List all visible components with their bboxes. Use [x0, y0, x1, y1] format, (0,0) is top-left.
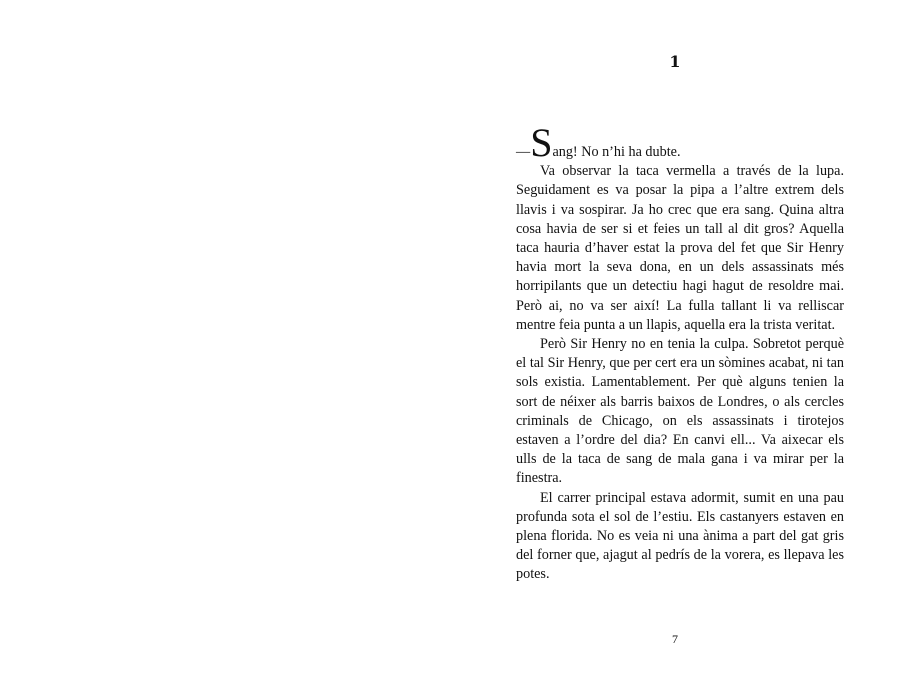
paragraph: Va observar la taca vermella a través de la lupa. Seguidament es va posar la pipa a l’altre extrem dels llavis i va sospirar. Ja ho crec que era sang. Quina altra cosa havia de ser si et feies un tall al dit gros? Aquella taca hauria d’haver estat la prova del fet que Sir Henry havia mort la seva dona, en un dels assassinats més horripilants que un detectiu hagi hagut de resoldre mai. Però ai, no va ser així! La fulla tallant li va relliscar mentre feia punta a un llapis, aquella era la trista veritat. [516, 163, 844, 333]
page-number: 7 [672, 632, 678, 646]
body-text [516, 120, 844, 585]
opening-line [516, 120, 844, 165]
paragraph: El carrer principal estava adormit, sumit en una pau profunda sota el sol de l’estiu. Els castanyers estaven en plena florida. No es veia ni una ànima a part del gat gris del forner que, ajagut al pedrís de la vorera, es llepava les potes. [516, 489, 844, 583]
right-page [450, 0, 900, 680]
opening-dash: — [516, 144, 531, 160]
drop-cap: S [530, 120, 553, 165]
chapter-number: 1 [669, 52, 681, 71]
paragraph: Però Sir Henry no en tenia la culpa. Sobretot perquè el tal Sir Henry, que per cert era un sòmines acabat, ni tan sols existia. Lamentablement. Per què alguns tenien la sort de néixer als barris baixos de Londres, o als cercles criminals de Chicago, on els assassinats i tirotejos estaven a l’ordre del dia? En canvi ell... Va aixecar els ulls de la taca de sang de mala gana i va mirar per la finestra. [516, 336, 844, 487]
opening-text: ang! No n’hi ha dubte. [552, 144, 681, 160]
